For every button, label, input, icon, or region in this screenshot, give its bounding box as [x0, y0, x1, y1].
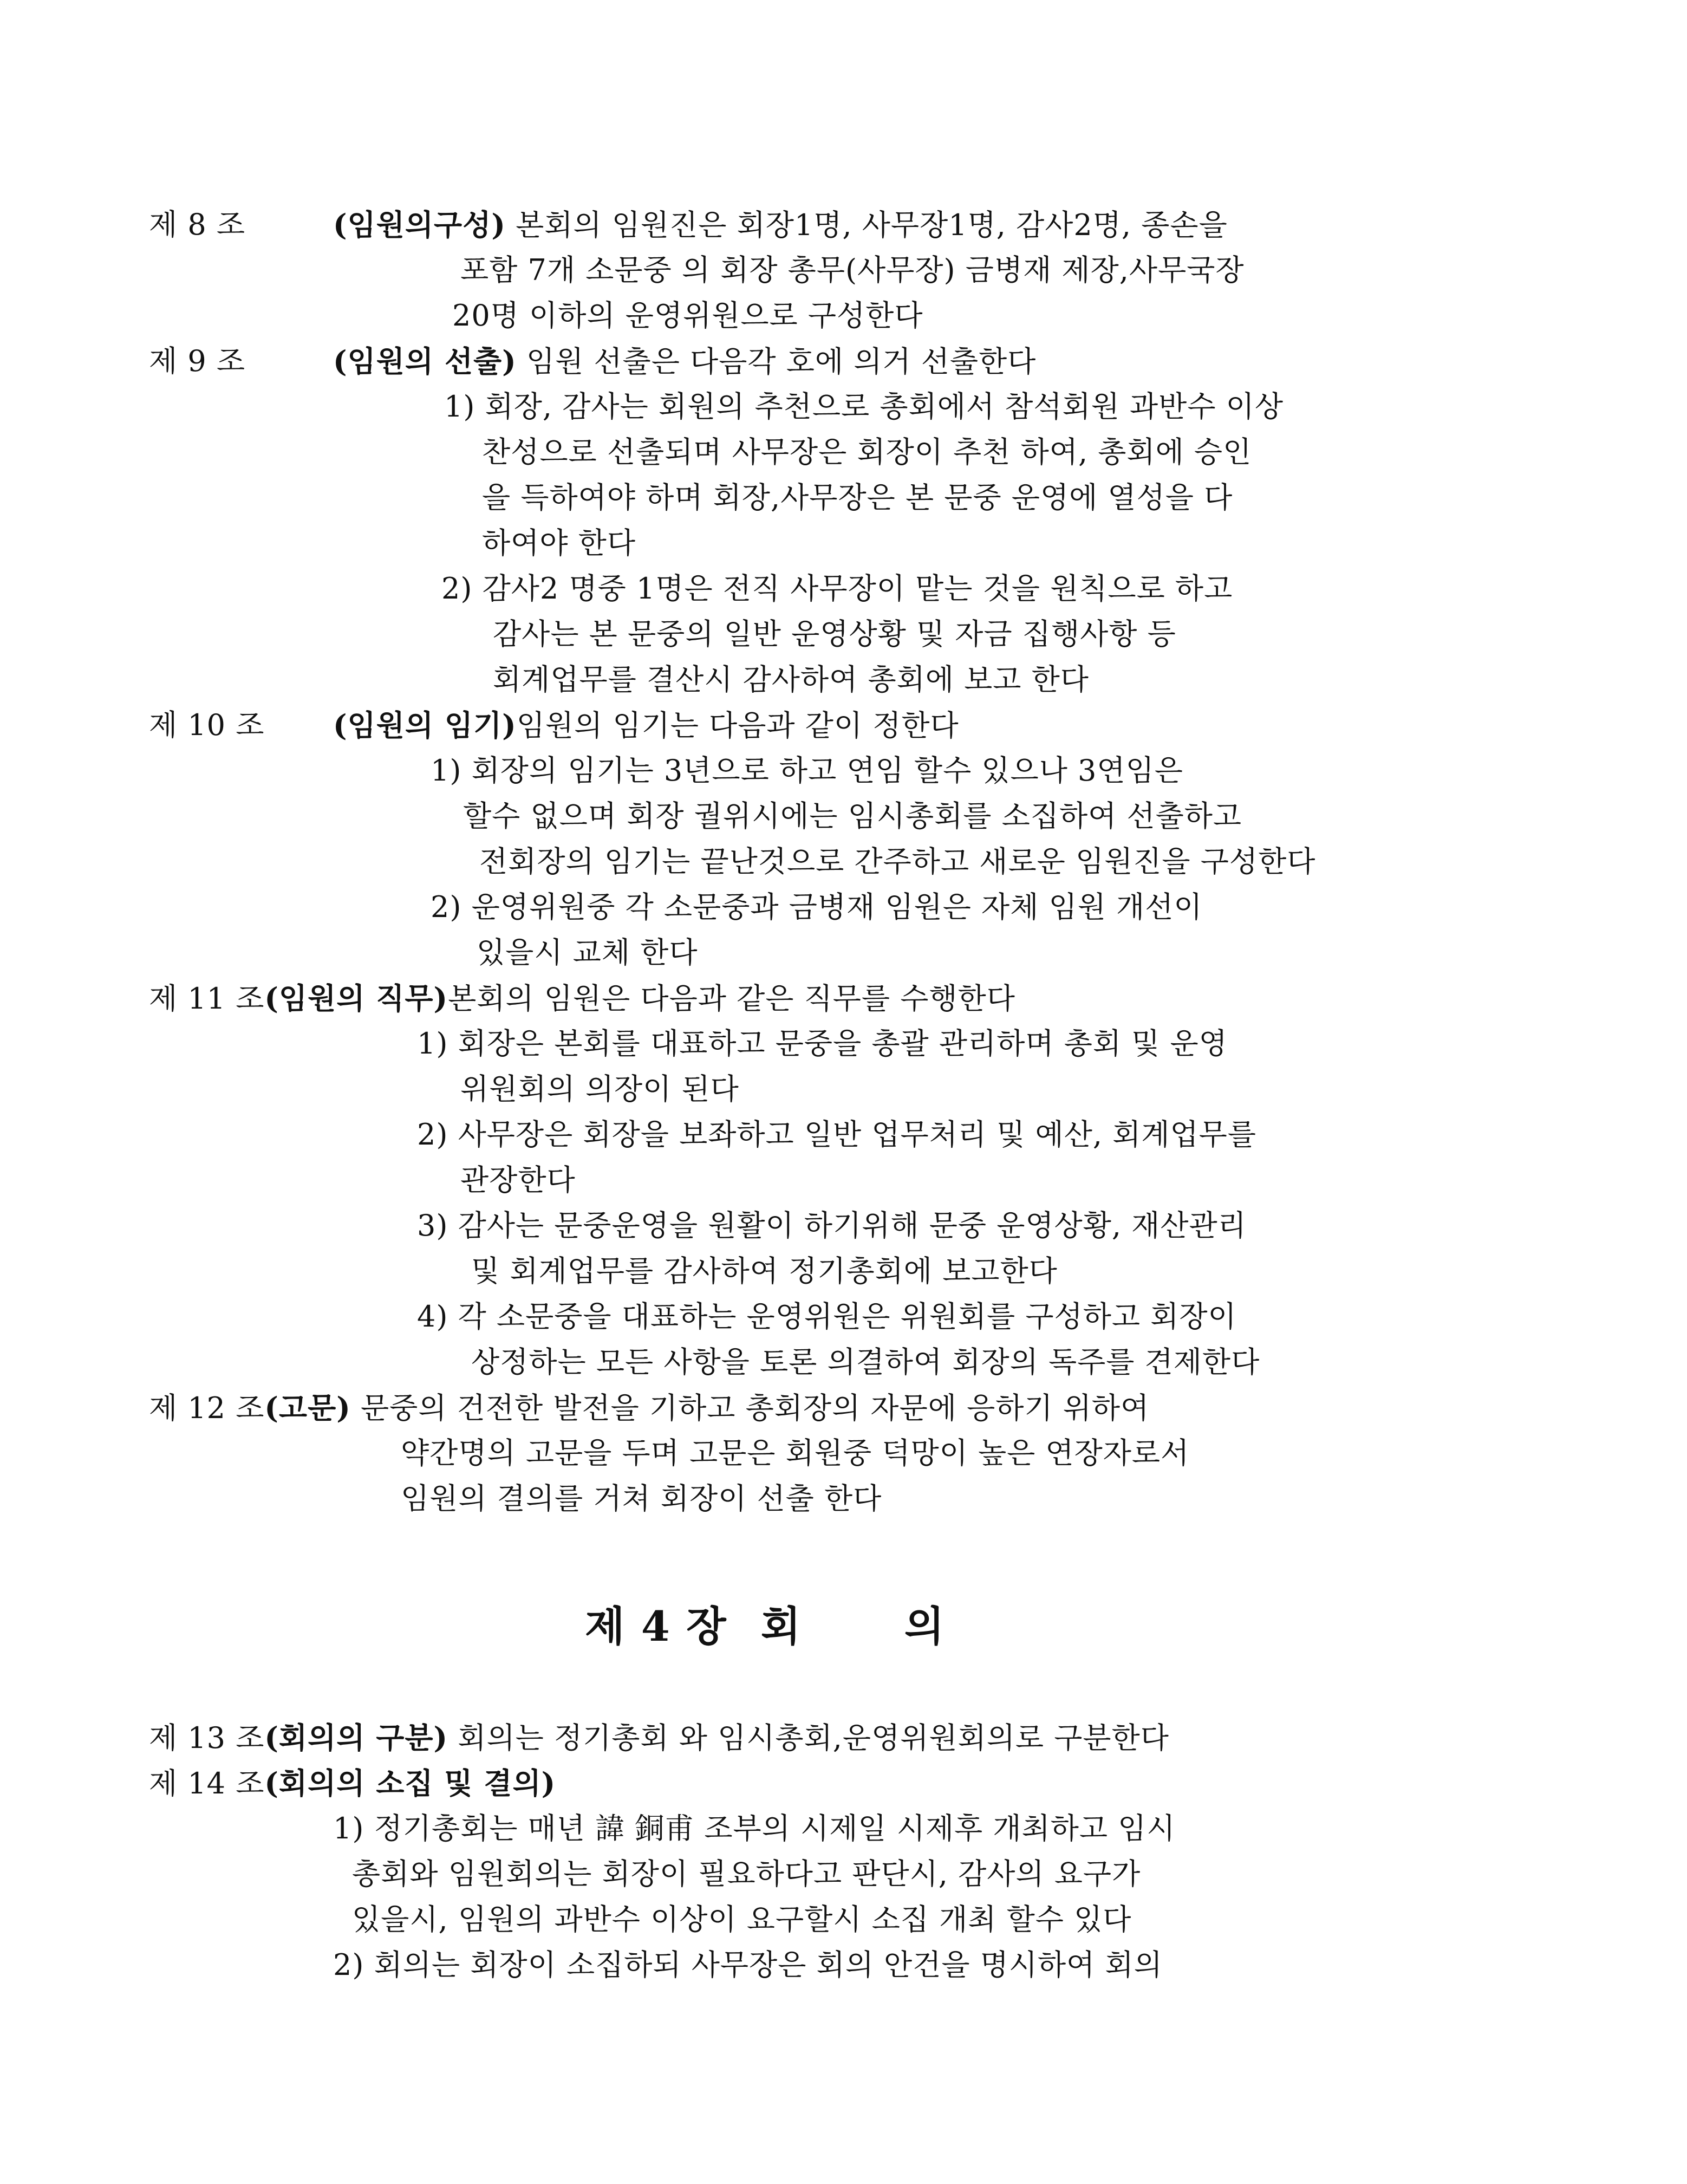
- article-14-item-2: 2) 회의는 회장이 소집하되 사무장은 회의 안건을 명시하여 회의: [333, 1948, 1163, 1982]
- article-10-text: 임원의 임기는 다음과 같이 정한다: [516, 708, 959, 743]
- article-10-number: 제 10 조: [149, 708, 265, 742]
- article-9-item-2-cont: 회계업무를 결산시 감사하여 총회에 보고 한다: [493, 662, 1089, 697]
- article-11-number: 제 11 조: [149, 981, 265, 1016]
- article-8-number: 제 8 조: [149, 207, 246, 242]
- article-8-heading: [333, 207, 1228, 243]
- article-13-heading: [149, 1720, 1169, 1756]
- article-9-item-1-cont: 찬성으로 선출되며 사무장은 회장이 추천 하여, 총회에 승인: [482, 435, 1252, 469]
- article-8-title: (임원의구성): [333, 207, 506, 242]
- article-9-number: 제 9 조: [149, 344, 246, 378]
- article-9-item-2: 2) 감사2 명중 1명은 전직 사무장이 맡는 것을 원칙으로 하고: [441, 571, 1233, 606]
- article-8-line-3: 20명 이하의 운영위원으로 구성한다: [452, 298, 923, 333]
- article-9-item-1: 1) 회장, 감사는 회원의 추천으로 총회에서 참석회원 과반수 이상: [444, 389, 1284, 424]
- article-11-item-2: 2) 사무장은 회장을 보좌하고 일반 업무처리 및 예산, 회계업무를: [417, 1117, 1257, 1152]
- article-11-item-1: 1) 회장은 본회를 대표하고 문중을 총괄 관리하며 총회 및 운영: [417, 1026, 1228, 1061]
- article-9-text: 임원 선출은 다음각 호에 의거 선출한다: [516, 344, 1037, 379]
- article-12-heading: [149, 1390, 1149, 1426]
- article-9-item-1-cont: 을 득하여야 하며 회장,사무장은 본 문중 운영에 열성을 다: [482, 480, 1233, 515]
- article-14-item-1-cont: 있을시, 임원의 과반수 이상이 요구할시 소집 개최 할수 있다: [352, 1902, 1132, 1936]
- article-11-text: 본회의 임원은 다음과 같은 직무를 수행한다: [448, 981, 1015, 1016]
- article-10-item-1-cont: 전회장의 임기는 끝난것으로 간주하고 새로운 임원진을 구성한다: [479, 844, 1316, 879]
- article-8-text: 본회의 임원진은 회장1명, 사무장1명, 감사2명, 종손을: [505, 208, 1228, 242]
- article-13-title: (회의의 구분): [264, 1720, 448, 1755]
- chapter-4-name-1: 회: [761, 1602, 802, 1650]
- article-14-item-1-cont: 총회와 임원회의는 회장이 필요하다고 판단시, 감사의 요구가: [352, 1857, 1141, 1891]
- article-12-title: (고문): [264, 1390, 351, 1425]
- article-10-title: (임원의 임기): [333, 708, 517, 743]
- article-11-heading: [149, 980, 1015, 1017]
- article-9-title: (임원의 선출): [333, 344, 517, 379]
- article-14-title: (회의의 소집 및 결의): [264, 1766, 556, 1800]
- article-12-line-2: 약간명의 고문을 두며 고문은 회원중 덕망이 높은 연장자로서: [401, 1436, 1190, 1470]
- article-8-line-2: 포함 7개 소문중 의 회장 총무(사무장) 금병재 제장,사무국장: [460, 253, 1245, 287]
- article-11-item-4: 4) 각 소문중을 대표하는 운영위원은 위원회를 구성하고 회장이: [417, 1299, 1237, 1334]
- article-14-item-1: 1) 정기총회는 매년 諱 銅甫 조부의 시제일 시제후 개최하고 임시: [333, 1811, 1176, 1845]
- article-11-item-2-cont: 관장한다: [460, 1163, 576, 1197]
- article-12-line-3: 임원의 결의를 거쳐 회장이 선출 한다: [401, 1481, 882, 1516]
- article-12-number: 제 12 조: [149, 1391, 265, 1425]
- article-14-heading: [149, 1765, 556, 1802]
- article-10-heading: [333, 707, 959, 744]
- article-9-heading: [333, 343, 1036, 380]
- article-10-item-2: 2) 운영위원중 각 소문중과 금병재 임원은 자체 임원 개선이: [431, 890, 1203, 924]
- article-9-item-2-cont: 감사는 본 문중의 일반 운영상황 및 자금 집행사항 등: [493, 617, 1176, 651]
- article-11-item-3: 3) 감사는 문중운영을 원활이 하기위해 문중 운영상황, 재산관리: [417, 1208, 1247, 1243]
- article-13-number: 제 13 조: [149, 1721, 265, 1755]
- article-12-text: 문중의 건전한 발전을 기하고 총회장의 자문에 응하기 위하여: [350, 1391, 1150, 1425]
- chapter-4-name-2: 의: [904, 1602, 946, 1650]
- article-10-item-1-cont: 할수 없으며 회장 궐위시에는 임시총회를 소집하여 선출하고: [463, 799, 1242, 833]
- article-10-item-1: 1) 회장의 임기는 3년으로 하고 연임 할수 있으나 3연임은: [431, 753, 1183, 788]
- article-11-title: (임원의 직무): [264, 981, 448, 1016]
- article-9-item-1-cont: 하여야 한다: [482, 526, 636, 560]
- article-13-text: 회의는 정기총회 와 임시총회,운영위원회의로 구분한다: [448, 1721, 1169, 1755]
- article-14-number: 제 14 조: [149, 1766, 265, 1800]
- article-11-item-1-cont: 위원회의 의장이 된다: [460, 1072, 739, 1106]
- chapter-4-label: 제 4 장: [585, 1602, 727, 1650]
- article-10-item-2-cont: 있을시 교체 한다: [477, 935, 698, 970]
- article-11-item-4-cont: 상정하는 모든 사항을 토론 의결하여 회장의 독주를 견제한다: [471, 1345, 1260, 1379]
- article-11-item-3-cont: 및 회계업무를 감사하여 정기총회에 보고한다: [471, 1254, 1058, 1288]
